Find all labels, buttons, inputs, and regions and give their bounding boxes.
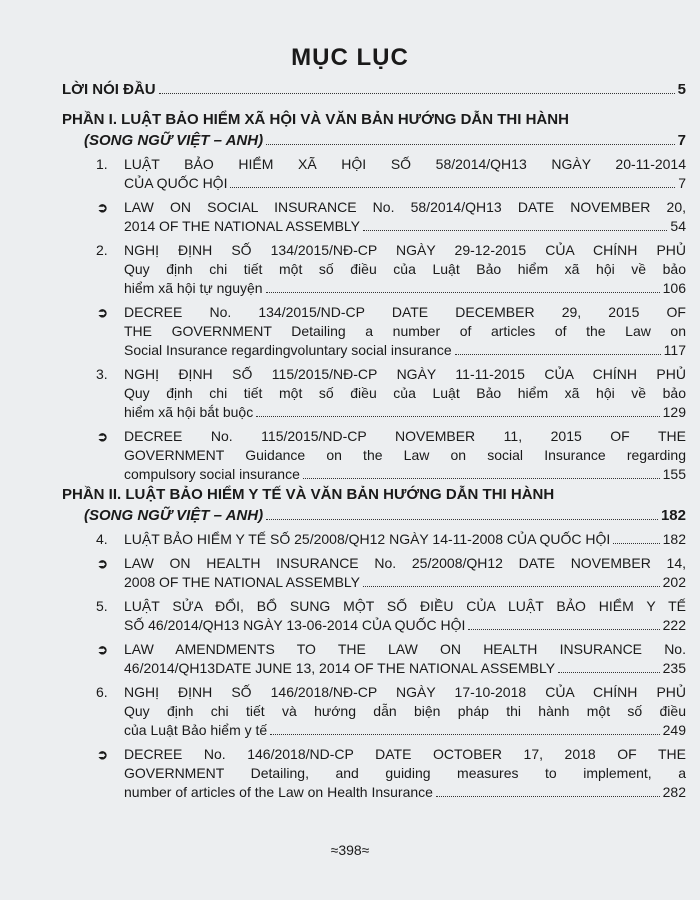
entry-text-line: GOVERNMENT Detailing, and guiding measures to implement, a bbox=[124, 765, 686, 781]
entry-text-line: number of articles of the Law on Health Insurance bbox=[124, 784, 433, 800]
bullet-arrow-icon: ➲ bbox=[97, 556, 108, 571]
bullet-arrow-icon: ➲ bbox=[97, 429, 108, 444]
entry-text-line: hiểm xã hội bắt buộc bbox=[124, 404, 254, 420]
page-number: 182 bbox=[660, 507, 686, 524]
page-title: MỤC LỤC bbox=[291, 44, 409, 71]
entry-text-line: 2014 OF THE NATIONAL ASSEMBLY bbox=[124, 218, 361, 234]
page-number: 106 bbox=[662, 280, 686, 296]
leader-dots bbox=[468, 629, 659, 630]
entry-text-line: NGHỊ ĐỊNH SỐ 146/2018/NĐ-CP NGÀY 17-10-2018 CỦA CHÍNH PHỦ bbox=[124, 684, 686, 700]
entry-text-line: LUẬT BẢO HIỂM Y TẾ SỐ 25/2008/QH12 NGÀY 14-11-2008 CỦA QUỐC HỘI bbox=[124, 531, 611, 547]
toc-entry[interactable] bbox=[124, 597, 686, 635]
entry-text-line: 2008 OF THE NATIONAL ASSEMBLY bbox=[124, 574, 361, 590]
entry-text-line: LUẬT BẢO HIỂM XÃ HỘI SỐ 58/2014/QH13 NGÀY 20-11-2014 bbox=[124, 156, 686, 172]
entry-text-line: NGHỊ ĐỊNH SỐ 134/2015/NĐ-CP NGÀY 29-12-2015 CỦA CHÍNH PHỦ bbox=[124, 242, 686, 258]
page-number: 202 bbox=[662, 574, 686, 590]
entry-text-line: DECREE No. 115/2015/ND-CP NOVEMBER 11, 2015 OF THE bbox=[124, 428, 686, 444]
toc-entry[interactable] bbox=[124, 554, 686, 592]
toc-entry[interactable] bbox=[124, 365, 686, 422]
item-number: 1. bbox=[96, 156, 108, 172]
entry-text-line: LAW ON SOCIAL INSURANCE No. 58/2014/QH13 DATE NOVEMBER 20, bbox=[124, 199, 686, 215]
entry-text-line: Social Insurance regardingvoluntary social insurance bbox=[124, 342, 452, 358]
entry-text-line: Quy định chi tiết một số điều của Luật Bảo hiểm xã hội về bảo bbox=[124, 261, 686, 277]
item-number: 4. bbox=[96, 531, 108, 547]
toc-part-2[interactable] bbox=[62, 484, 686, 526]
page-footer-number bbox=[0, 842, 700, 858]
leader-dots bbox=[266, 519, 658, 520]
part-2-title: PHẦN II. LUẬT BẢO HIỂM Y TẾ VÀ VĂN BẢN HƯỚNG DẪN THI HÀNH bbox=[62, 486, 555, 503]
toc-entry-preface[interactable] bbox=[62, 80, 686, 99]
leader-dots bbox=[270, 734, 659, 735]
entry-text-line: LAW ON HEALTH INSURANCE No. 25/2008/QH12 DATE NOVEMBER 14, bbox=[124, 555, 686, 571]
page-number: 117 bbox=[663, 342, 686, 358]
bullet-arrow-icon: ➲ bbox=[97, 200, 108, 215]
preface-label: LỜI NÓI ĐẦU bbox=[62, 81, 156, 98]
leader-dots bbox=[303, 478, 660, 479]
page-number: 222 bbox=[662, 617, 686, 633]
leader-dots bbox=[363, 230, 667, 231]
entry-text-line: THE GOVERNMENT Detailing a number of articles of the Law on bbox=[124, 323, 686, 339]
entry-text-line: 46/2014/QH13DATE JUNE 13, 2014 OF THE NATIONAL ASSEMBLY bbox=[124, 660, 556, 676]
entry-text-line: SỐ 46/2014/QH13 NGÀY 13-06-2014 CỦA QUỐC HỘI bbox=[124, 617, 466, 633]
footer-ornament-right: ≈ bbox=[361, 842, 370, 858]
page-number: 5 bbox=[677, 81, 686, 98]
leader-dots bbox=[363, 586, 660, 587]
part-2-subtitle: (SONG NGỮ VIỆT – ANH) bbox=[84, 507, 264, 524]
entry-text-line: hiểm xã hội tự nguyện bbox=[124, 280, 263, 296]
toc-entry[interactable] bbox=[124, 683, 686, 740]
leader-dots bbox=[455, 354, 661, 355]
page-number: 54 bbox=[670, 218, 686, 234]
leader-dots bbox=[558, 672, 660, 673]
bullet-arrow-icon: ➲ bbox=[97, 747, 108, 762]
toc-part-1[interactable] bbox=[62, 109, 686, 151]
toc-entry[interactable] bbox=[124, 640, 686, 678]
entry-text-line: CỦA QUỐC HỘI bbox=[124, 175, 228, 191]
bullet-arrow-icon: ➲ bbox=[97, 305, 108, 320]
entry-text-line: của Luật Bảo hiểm y tế bbox=[124, 722, 268, 738]
entry-text-line: DECREE No. 134/2015/ND-CP DATE DECEMBER 29, 2015 OF bbox=[124, 304, 686, 320]
leader-dots bbox=[613, 543, 659, 544]
page-number: 235 bbox=[662, 660, 686, 676]
toc-entry[interactable] bbox=[124, 155, 686, 193]
toc-entry[interactable] bbox=[124, 530, 686, 549]
item-number: 2. bbox=[96, 242, 108, 258]
toc-entry[interactable] bbox=[124, 427, 686, 484]
footer-ornament-left: ≈ bbox=[330, 842, 339, 858]
leader-dots bbox=[436, 796, 660, 797]
page-number: 7 bbox=[678, 175, 686, 191]
leader-dots bbox=[266, 144, 675, 145]
part-1-subtitle: (SONG NGỮ VIỆT – ANH) bbox=[84, 132, 264, 149]
leader-dots bbox=[230, 187, 675, 188]
toc-entry[interactable] bbox=[124, 241, 686, 298]
entry-text-line: NGHỊ ĐỊNH SỐ 115/2015/NĐ-CP NGÀY 11-11-2015 CỦA CHÍNH PHỦ bbox=[124, 366, 686, 382]
item-number: 3. bbox=[96, 366, 108, 382]
entry-text-line: compulsory social insurance bbox=[124, 466, 300, 482]
page-number: 282 bbox=[662, 784, 686, 800]
entry-text-line: DECREE No. 146/2018/ND-CP DATE OCTOBER 17, 2018 OF THE bbox=[124, 746, 686, 762]
page-number: 182 bbox=[662, 531, 686, 547]
page-number: 129 bbox=[662, 404, 686, 420]
page-number: 155 bbox=[662, 466, 686, 482]
leader-dots bbox=[159, 93, 675, 94]
toc-entry[interactable] bbox=[124, 303, 686, 360]
entry-text-line: Quy định chi tiết và hướng dẫn biện pháp thi hành một số điều bbox=[124, 703, 686, 719]
leader-dots bbox=[266, 292, 660, 293]
item-number: 6. bbox=[96, 684, 108, 700]
entry-text-line: GOVERNMENT Guidance on the Law on social Insurance regarding bbox=[124, 447, 686, 463]
page-number: 249 bbox=[662, 722, 686, 738]
toc-entry[interactable] bbox=[124, 198, 686, 236]
footer-page: 398 bbox=[338, 842, 362, 858]
entry-text-line: LUẬT SỬA ĐỔI, BỔ SUNG MỘT SỐ ĐIỀU CỦA LUẬT BẢO HIỂM Y TẾ bbox=[124, 598, 686, 614]
leader-dots bbox=[256, 416, 659, 417]
entry-text-line: LAW AMENDMENTS TO THE LAW ON HEALTH INSURANCE No. bbox=[124, 641, 686, 657]
item-number: 5. bbox=[96, 598, 108, 614]
bullet-arrow-icon: ➲ bbox=[97, 642, 108, 657]
page-number: 7 bbox=[677, 132, 686, 149]
toc-entry[interactable] bbox=[124, 745, 686, 802]
entry-text-line: Quy định chi tiết một số điều của Luật Bảo hiểm xã hội về bảo bbox=[124, 385, 686, 401]
part-1-title: PHẦN I. LUẬT BẢO HIỂM XÃ HỘI VÀ VĂN BẢN HƯỚNG DẪN THI HÀNH bbox=[62, 111, 569, 128]
